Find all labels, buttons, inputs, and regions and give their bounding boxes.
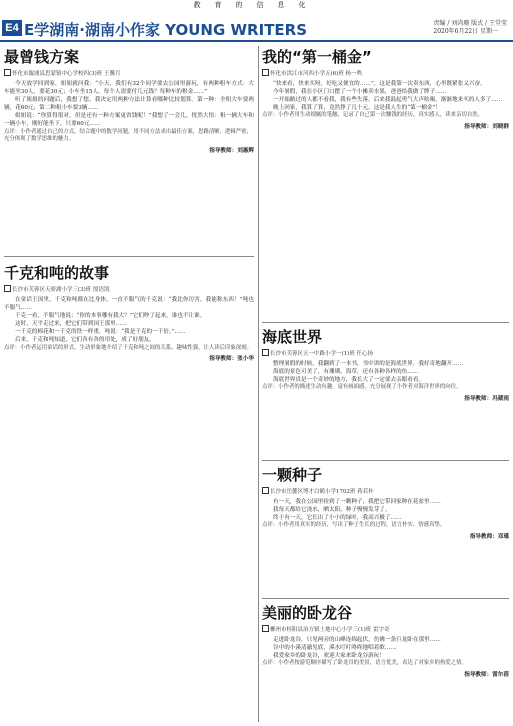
article-teacher: 指导教师：刘晓群 <box>464 123 509 130</box>
row-divider <box>262 460 509 461</box>
article-teacher: 指导教师：雷尔蓓 <box>464 671 509 678</box>
article-title: 最曾钱方案 <box>4 48 80 66</box>
article-body: 走进卧龙谷，只见两旁的山峰连绵起伏，仿佛一条巨龙卧在那里…… 谷中的小溪清澈见底，溪水叮叮咚咚地唱着歌…… 我爱家乡的卧龙谷，欢迎大家来卧龙谷游玩！ <box>273 637 441 660</box>
article-comment: 点评：小作者的描述生动有趣，富有画面感，充分展现了小作者对海洋世界的向往。 <box>262 384 462 391</box>
article-byline: 怀化市溆浦县思蒙镇中心学校四(3)班 王馨月 <box>4 69 254 77</box>
article-byline: 郴州市桂阳县治方镇土地中心小学三(1)班 雷宇奇 <box>262 625 509 633</box>
square-icon <box>262 487 269 494</box>
banner-motto: 教育的信息化 <box>193 1 320 9</box>
article-comment: 点评：小作者用真实的经历，写出了种子生长的过程，语言朴实，情感真挚。 <box>262 522 446 529</box>
top-banner <box>0 0 513 10</box>
section-title: E学湖南·湖南小作家 YOUNG WRITERS <box>24 21 308 39</box>
article-teacher: 指导教师：刘惠辉 <box>209 147 254 154</box>
page-number: E4 <box>2 20 22 36</box>
issue-date: 2020年6月22日 星期一 <box>433 28 499 35</box>
page-header <box>0 14 513 40</box>
article-teacher: 指导教师：张小华 <box>209 356 254 363</box>
article-byline: 长沙市芙蓉区五一中路小学一(1)班 任心扬 <box>262 349 509 357</box>
column-divider <box>258 46 259 722</box>
article-2 <box>4 262 254 722</box>
row-divider <box>4 256 254 257</box>
square-icon <box>4 285 11 292</box>
article-body: “快来看，快来买呀，好吃又便宜的……”，这是我第一次卖东西，心里既紧张又兴奋。 今年暑假，我在小区门口摆了一个小摊卖水果，爸爸给我做了牌子…… 一开始路过的人都不看我，我有些失落。后来我鼓起勇气大声吆喝，渐渐地来买的人多了…… 晚上回家，我算了算，竟然挣了几十元，这是我人生的“第一桶金”！ <box>273 81 503 112</box>
article-title: 千克和吨的故事 <box>4 264 110 282</box>
header-rule <box>0 40 513 42</box>
article-title: 美丽的卧龙谷 <box>262 604 353 622</box>
article-byline: 长沙市岳麓区博才白鹤小学1702班 蒋若朴 <box>262 487 509 495</box>
row-divider <box>262 322 509 323</box>
editor-info: 责编 / 刘尚珊 版式 / 王堂莹 <box>433 20 507 27</box>
article-comment: 点评：小作者通过自己的方式，结合题中的数学问题，用不同方法求出最佳方案，思路清晰，逻辑严密，充分体现了数学思维的魅力。 <box>4 128 252 143</box>
article-body: 有一天，我在公园里捡到了一颗种子，我把它带回家种在花盆里…… 我每天都给它浇水，晒太阳，种子慢慢发芽了。 终于有一天，它长出了小小的绿叶，我高兴极了…… <box>273 499 441 522</box>
square-icon <box>262 625 269 632</box>
article-1 <box>4 46 254 248</box>
article-comment: 点评：小作者运用童话的形式，生动形象地介绍了千克和吨之间的关系，趣味性强，让人读后印象深刻。 <box>4 344 252 351</box>
article-body: 今天放学回到家，姐姐就问我：“小天，我们有32个同学要去公园里游玩，有两种租车方式：大车能坐30人，要花30元；小车坐15人，每个人需要付几元钱？每种车的租金……” 听了姐姐的问题后，我想了想。我决定用两种方法计算看哪种比较划算。第一种：全租大车要两辆，花60元；第二种租小车要3辆…… 姐姐说：“你算得很对，但是还有一种方案更省钱呢！”我想了一会儿，恍然大悟：租一辆大车和一辆小车，刚好能坐下，只要60元…… <box>4 81 254 128</box>
article-title: 海底世界 <box>262 328 323 346</box>
square-icon <box>4 69 11 76</box>
row-divider <box>262 598 509 599</box>
square-icon <box>262 69 269 76</box>
article-title: 我的“第一桶金” <box>262 48 372 66</box>
article-body: 整理暑假的时候，我翻到了一本书，书中讲的是海底世界，我好奇地翻开…… 海底的景色可美了，有珊瑚、海草，还有各种各样的鱼…… 海底世界真是一个奇妙的地方，我长大了一定要去亲眼看看。 <box>273 361 464 384</box>
article-5 <box>262 464 509 592</box>
article-body: 在童话王国里，千克和吨都在比身体。一直不服气的千克说：“我比你厉害，我能称东西！”吨也不服气…… 千克一看，不服气地说：“你的本事哪有我大？”它们吵了起来，谁也不让谁。 这时，天平走过来，把它们带到国王那里…… 一千克的棉花和一千克的铁一样重，吨说：“我是千克的一千倍。”…… 后来，千克和吨知道，它们各有各的用处，成了好朋友。 <box>4 297 254 344</box>
article-teacher: 指导教师：邓瑾 <box>469 533 509 540</box>
article-teacher: 指导教师：冯葳雨 <box>464 395 509 402</box>
article-4 <box>262 326 509 454</box>
article-title: 一颗种子 <box>262 466 323 484</box>
article-6 <box>262 602 509 722</box>
article-byline: 长沙市芙蓉区天骄湖小学三(3)班 殷语凯 <box>4 285 254 293</box>
article-byline: 怀化市洪江市河西小学五(6)班 杨一鸣 <box>262 69 509 77</box>
article-3 <box>262 46 509 316</box>
article-comment: 点评：小作者按游览顺序描写了卧龙谷的美景，语言优美，表达了对家乡的热爱之情。 <box>262 660 467 667</box>
article-comment: 点评：小作者用生动细腻的笔触，记录了自己第一次赚钱的经历，真实感人，读来亲切自然。 <box>262 112 484 119</box>
header-info <box>433 20 507 36</box>
square-icon <box>262 349 269 356</box>
